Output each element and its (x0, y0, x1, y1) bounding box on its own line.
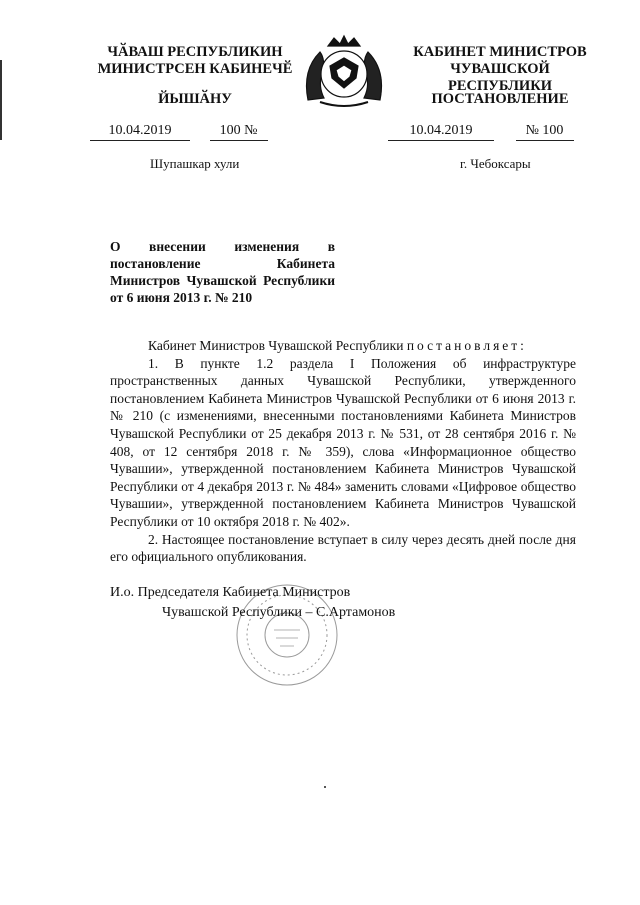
header-right-authority (400, 44, 600, 95)
document-body (110, 337, 576, 566)
intro-prefix: Кабинет Министров Чувашской Республики (148, 338, 404, 353)
signature-block (110, 583, 395, 623)
left-place: Шупашкар хули (150, 156, 240, 171)
paragraph-2: 2. Настоящее постановление вступает в силу через десять дней после дня его официального опубликования. (110, 531, 576, 565)
header-left-doc-kind: ЙЫШӐНУ (158, 91, 232, 107)
header-left-line2: МИНИСТРСЕН КАБИНЕЧӖ (97, 61, 293, 77)
left-date-row (90, 123, 268, 141)
signature-line1: И.о. Председателя Кабинета Министров (110, 585, 351, 600)
signature-line2: Чувашской Республики – С.Артамонов (162, 605, 396, 620)
coat-of-arms-emblem (300, 30, 388, 110)
header-right-doc-kind: ПОСТАНОВЛЕНИЕ (431, 91, 569, 107)
header-left-authority (95, 44, 295, 78)
right-number: № 100 (516, 123, 574, 141)
paragraph-1: 1. В пункте 1.2 раздела I Положения об инфраструктуре пространственных данных Чувашской Республики, утвержденного постановлением Кабинета Министров Чувашской Республики от 6 июня 2013 г. № 210 (с изменениями, внесенными постановлениями Кабинета Министров Чувашской Республики от 25 декабря 2013 г. № 531, от 28 сентября 2016 г. № 408, от 12 сентября 2018 г. № 359), слова «Информационное общество Чувашии», утвержденной постановлением Кабинета Министров Чувашской Республики от 4 декабря 2013 г. № 484» заменить словами «Цифровое общество Чувашии», утвержденной постановлением Кабинета Министров Чувашской Республики от 10 октября 2018 г. № 402». (110, 355, 576, 529)
scan-edge-line (0, 60, 2, 140)
intro-verb: постановляет: (406, 338, 527, 353)
left-number: 100 № (210, 123, 268, 141)
left-date: 10.04.2019 (90, 123, 190, 141)
intro-paragraph (110, 337, 576, 355)
header-left-line1: ЧӐВАШ РЕСПУБЛИКИН (107, 44, 283, 60)
header-right-line1: КАБИНЕТ МИНИСТРОВ (413, 44, 587, 60)
right-date: 10.04.2019 (388, 123, 494, 141)
right-date-row (388, 123, 574, 141)
header-right-line2: ЧУВАШСКОЙ РЕСПУБЛИКИ (447, 61, 553, 94)
document-title: О внесении изменения в постановление Кабинета Министров Чувашской Республики от 6 июня 2013 г. № 210 (110, 239, 335, 305)
right-place: г. Чебоксары (460, 156, 531, 171)
scan-speck (324, 786, 326, 788)
